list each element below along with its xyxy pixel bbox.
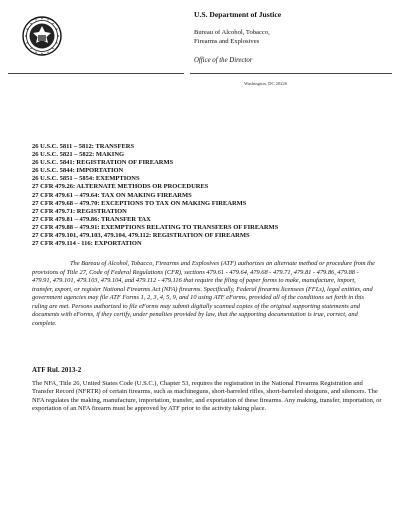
citation-item: 27 CFR 479.88 – 479.91: EXEMPTIONS RELATING TO TRANSFERS OF FIREARMS: [32, 223, 279, 231]
header-divider-left: [8, 73, 184, 74]
citation-item: 27 CFR 479.61 – 479.64: TAX ON MAKING FIREARMS: [32, 191, 192, 199]
citation-item: 27 CFR 479.101, 479.103, 479.104, 479.112: REGISTRATION OF FIREARMS: [32, 232, 250, 240]
citation-item: 27 CFR 479.114 - 116: EXPORTATION: [32, 240, 142, 248]
location-line: Washington, DC 20226: [244, 81, 288, 86]
citation-item: 26 U.S.C. 5811 – 5812: TRANSFERS: [32, 143, 135, 150]
citation-item: 27 CFR 479.71: REGISTRATION: [32, 207, 127, 215]
letterhead: [194, 10, 390, 65]
bureau-name-line-2: Firearms and Explosives: [194, 38, 260, 45]
citation-item: 27 CFR 479.26: ALTERNATE METHODS OR PROCEDURES: [32, 183, 209, 191]
header-divider-right: [190, 73, 392, 74]
intro-paragraph: The Bureau of Alcohol, Tobacco, Firearms and Explosives (ATF) authorizes an alternate method or procedure from the provisions of Title 27, Code of Federal Regulations (CFR), sections 479.61 - 479.64, 479.68 - 479.71, 479.81 - 479.86, 479.88 - 479.91, 479.101, 479.103, 479.104, and 479.112 - 479.116 that require the filing of paper forms to make, manufacture, import, transfer, export, or register National Firearms Act (NFA) firearms. Specifically, Federal firearms licensees (FFLs), legal entities, and government agencies may file ATF Forms 1, 2, 3, 4, 5, 9, and 10 using ATF eForms, provided all of the conditions set forth in this ruling are met. Persons authorized to file eForms may submit digitally scanned copies of the original supporting statements and documents with eForms, if they certify, under penalties provided by law, that the supporting documentation is true, correct, and complete.: [32, 260, 375, 327]
citation-item: 26 U.S.C. 5844: IMPORTATION: [32, 167, 124, 175]
body-paragraph: The NFA, Title 26, United States Code (U.S.C.), Chapter 53, requires the registration in the National Firearms Registration and Transfer Record (NFRTR) of certain firearms, such as machineguns, short-barreled rifles, short-barreled shotguns, and silencers. The NFA regulates the making, manufacture, importation, transfer, and exportation of these firearms. Any making, transfer, importation, or exportation of an NFA firearm must be approved by ATF prior to the activity taking place.: [32, 380, 382, 413]
bureau-name-line-1: Bureau of Alcohol, Tobacco,: [194, 29, 270, 36]
ruling-heading: ATF Rul. 2013-2: [32, 366, 82, 374]
citation-item: 26 U.S.C. 5841: REGISTRATION OF FIREARMS: [32, 159, 174, 167]
citation-item: 27 CFR 479.68 – 479.70: EXCEPTIONS TO TAX ON MAKING FIREARMS: [32, 199, 247, 207]
office-name: Office of the Director: [194, 57, 253, 64]
department-name: U.S. Department of Justice: [194, 10, 282, 19]
citation-item: 26 U.S.C. 5821 – 5822: MAKING: [32, 151, 125, 159]
doj-seal-icon: [22, 16, 62, 56]
citation-item: 26 U.S.C. 5851 – 5854: EXEMPTIONS: [32, 175, 140, 183]
citation-list: [32, 143, 384, 248]
citation-item: 27 CFR 479.81 – 479.86: TRANSFER TAX: [32, 215, 151, 223]
